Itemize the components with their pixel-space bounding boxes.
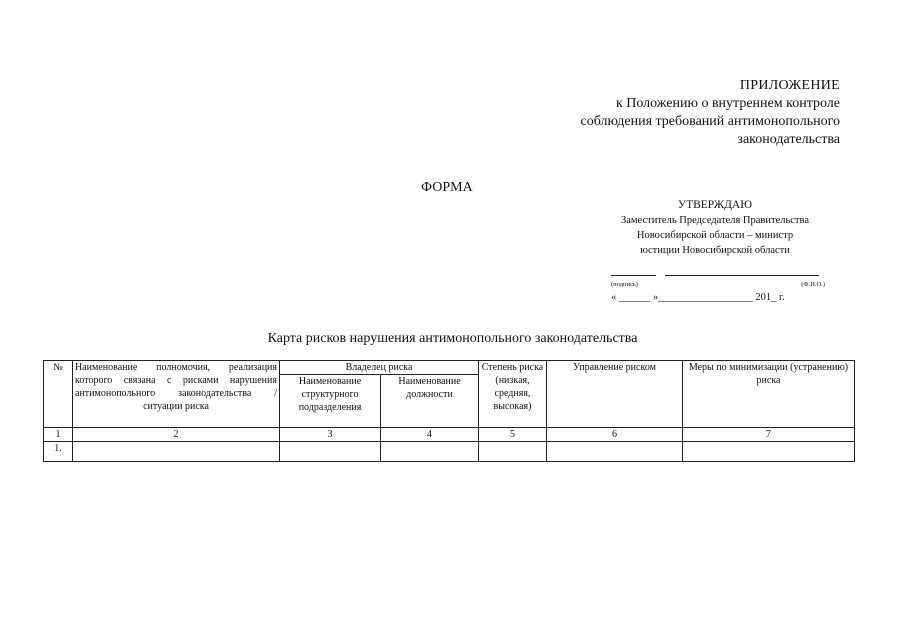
approval-block — [590, 198, 840, 258]
approval-line: юстиции Новосибирской области — [640, 245, 790, 256]
header-owner-position: Наименование должности — [381, 375, 479, 428]
header-owner: Владелец риска — [280, 361, 479, 375]
header-measures: Меры по минимизации (устранению) риска — [683, 361, 855, 428]
risk-map-table — [43, 360, 855, 462]
row-position-cell — [381, 442, 479, 462]
approval-line: Новосибирской области – министр — [636, 230, 794, 241]
appendix-block — [581, 77, 840, 149]
table-row — [44, 442, 855, 462]
column-number: 2 — [73, 428, 280, 442]
appendix-line: законодательства — [737, 132, 840, 147]
name-caption: (Ф.И.О.) — [801, 281, 825, 288]
column-numbers-row — [44, 428, 855, 442]
column-number: 6 — [547, 428, 683, 442]
form-label: ФОРМА — [421, 180, 473, 195]
date-line: « ______ »__________________ 201_ г. — [611, 292, 785, 303]
signature-caption: (подпись) — [611, 281, 638, 288]
column-number: 4 — [381, 428, 479, 442]
header-owner-unit: Наименование структурного подразделения — [280, 375, 381, 428]
appendix-line: к Положению о внутреннем контроле — [615, 96, 840, 111]
header-authority: Наименование полномочия, реализация которого связана с рисками нарушения антимонопольного законодательства / ситуации риска — [73, 361, 280, 428]
table-header-row — [44, 361, 855, 375]
row-authority-cell — [73, 442, 280, 462]
column-number: 7 — [683, 428, 855, 442]
column-number: 1 — [44, 428, 73, 442]
approval-title: УТВЕРЖДАЮ — [677, 199, 753, 211]
appendix-line: соблюдения требований антимонопольного — [580, 114, 840, 129]
row-measures-cell — [683, 442, 855, 462]
header-num: № — [44, 361, 73, 428]
header-management: Управление риском — [547, 361, 683, 428]
appendix-heading: ПРИЛОЖЕНИЕ — [739, 78, 840, 93]
header-degree: Степень риска (низкая, средняя, высокая) — [479, 361, 547, 428]
signature-block — [611, 271, 831, 303]
row-num: 1. — [44, 442, 73, 462]
column-number: 3 — [280, 428, 381, 442]
column-number: 5 — [479, 428, 547, 442]
approval-line: Заместитель Председателя Правительства — [620, 215, 809, 226]
row-degree-cell — [479, 442, 547, 462]
row-unit-cell — [280, 442, 381, 462]
name-line — [665, 275, 819, 276]
row-management-cell — [547, 442, 683, 462]
signature-line — [611, 275, 656, 276]
document-title: Карта рисков нарушения антимонопольного законодательства — [267, 331, 638, 346]
